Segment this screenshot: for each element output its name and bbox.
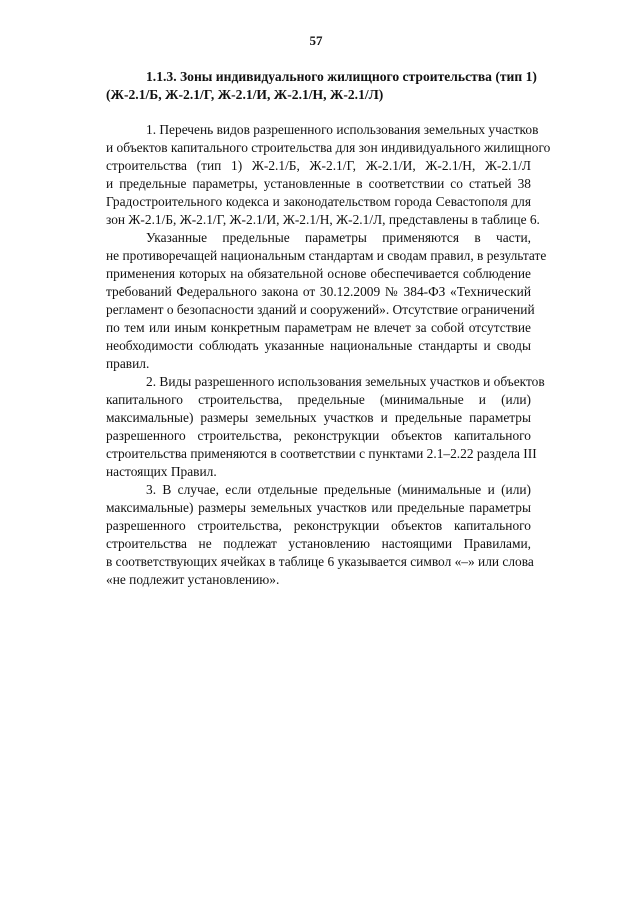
paragraph-3 [106,373,545,481]
text-line: требований Федерального закона от 30.12.2009 № 384-ФЗ «Технический [106,284,531,299]
text-line: Градостроительного кодекса и законодательством города Севастополя для [106,194,531,209]
text-line: капитального строительства, предельные (минимальные и (или) [106,392,531,407]
paragraph-2 [106,229,547,373]
text-line: в соответствующих ячейках в таблице 6 указывается символ «–» или слова [106,554,534,569]
text-line: настоящих Правил. [106,464,217,479]
text-line: 3. В случае, если отдельные предельные (минимальные и (или) [146,482,531,497]
text-line: Указанные предельные параметры применяются в части, [146,230,531,245]
text-line: строительства (тип 1) Ж-2.1/Б, Ж-2.1/Г, Ж-2.1/И, Ж-2.1/Н, Ж-2.1/Л [106,158,531,173]
text-line: и предельные параметры, установленные в соответствии со статьей 38 [106,176,531,191]
text-line: регламент о безопасности зданий и сооружений». Отсутствие ограничений [106,302,535,317]
text-line: применения которых на обязательной основе обеспечивается соблюдение [106,266,531,281]
paragraph-4 [106,481,534,589]
text-line: зон Ж-2.1/Б, Ж-2.1/Г, Ж-2.1/И, Ж-2.1/Н, Ж-2.1/Л, представлены в таблице 6. [106,212,540,227]
text-line: необходимости соблюдать указанные национальные стандарты и своды [106,338,531,353]
paragraph-1 [106,121,551,229]
page-number: 57 [309,33,323,48]
text-line: «не подлежит установлению». [106,572,280,587]
text-line: не противоречащей национальным стандартам и сводам правил, в результате [106,248,547,263]
text-line: 1. Перечень видов разрешенного использования земельных участков [146,122,539,137]
text-line: максимальные) размеры земельных участков и предельные параметры [106,410,531,425]
text-line: правил. [106,356,150,371]
text-line: по тем или иным конкретным параметрам не влечет за собой отсутствие [106,320,531,335]
text-line: 2. Виды разрешенного использования земельных участков и объектов [146,374,545,389]
text-line: строительства применяются в соответствии с пунктами 2.1–2.22 раздела III [106,446,537,461]
text-line: строительства не подлежат установлению настоящими Правилами, [106,536,531,551]
text-line: максимальные) размеры земельных участков или предельные параметры [106,500,531,515]
text-line: разрешенного строительства, реконструкции объектов капитального [106,518,531,533]
body-text [106,121,551,589]
heading-line: (Ж-2.1/Б, Ж-2.1/Г, Ж-2.1/И, Ж-2.1/Н, Ж-2.1/Л) [106,87,384,102]
text-line: разрешенного строительства, реконструкции объектов капитального [106,428,531,443]
section-heading [106,68,537,104]
heading-line: 1.1.3. Зоны индивидуального жилищного строительства (тип 1) [146,69,537,84]
text-line: и объектов капитального строительства для зон индивидуального жилищного [106,140,551,155]
